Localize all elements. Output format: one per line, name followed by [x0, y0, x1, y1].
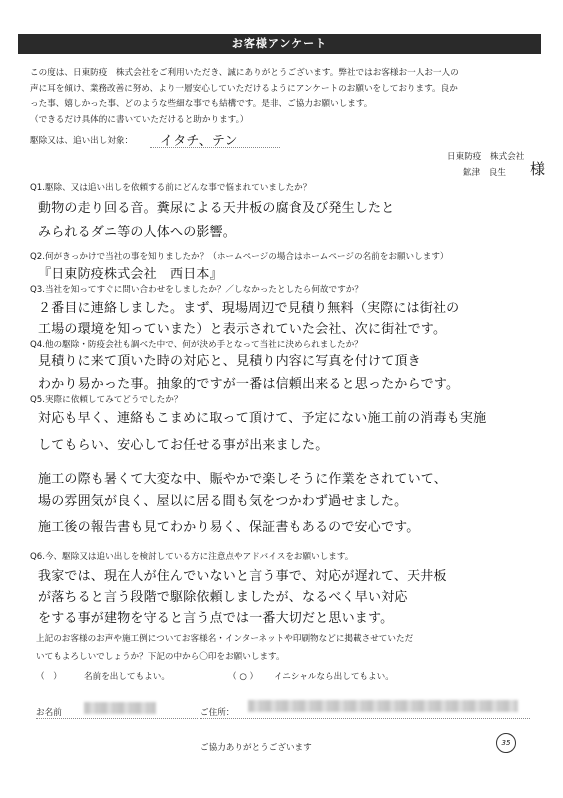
consent-text-line2: いてもよろしいでしょうか？下記の中から〇印をお願いします。 [36, 652, 285, 662]
question-q5: Q5.実際に依頼してみてどうでしたか？ [30, 395, 183, 405]
target-underline [150, 147, 280, 148]
address-label: ご住所： [200, 708, 235, 718]
consent-option-name-label: 名前を出してもよい。 [84, 672, 170, 682]
consent-text-line1: 上記のお客様のお声や施工例についてお客様名・インターネットや印刷物などに掲載させていただ [36, 634, 414, 644]
answer-q5-line4: 場の雰囲気が良く、屋以に居る間も気をつかわず過せました。 [38, 494, 408, 509]
answer-q6-line1: 我家では、現在人が住んでいないと言う事で、対応が遅れて、天井板 [38, 569, 447, 584]
redacted-address [248, 700, 518, 712]
answer-q5-line2: してもらい、安心してお任せる事が出来ました。 [38, 438, 329, 453]
answer-q5-line3: 施工の際も暑くて大変な中、賑やかで楽しそうに作業をされていて、 [38, 472, 447, 487]
consent-option-name-mark[interactable]: （ ） [36, 672, 62, 682]
answer-q6-line2: が落ちると言う段階で駆除依頼しましたが、なるべく早い対応 [38, 590, 408, 605]
answer-q6-line3: をする事が建物を守ると言う点では一番大切だと思います。 [38, 611, 394, 626]
name-label: お名前 [36, 708, 62, 718]
question-q3: Q3.当社を知ってすぐに問い合わせをしましたか？／しなかったとしたら何故ですか？ [30, 285, 363, 295]
answer-q4-line1: 見積りに来て頂いた時の対応と、見積り内容に写真を付けて頂き [38, 354, 421, 369]
answer-q3-line2: 工場の環境を知っていまた）と表示されていた会社、次に街社です。 [38, 322, 447, 337]
intro-line: この度は、日東防疫 株式会社をご利用いただき、誠にありがとうございます。弊社ではお客様お一人お一人の [30, 68, 459, 78]
address-underline [200, 718, 530, 719]
intro-line: 声に耳を傾け、業務改善に努め、より一層安心していただけるようにアンケートのお願いをしております。良か [30, 83, 458, 94]
answer-q4-line2: わかり易かった事。抽象的ですが一番は信頼出来ると思ったからです。 [38, 377, 460, 392]
honorific: 様 [530, 160, 546, 178]
staff-name: 鉱津 良生 [463, 168, 506, 178]
page-number: 35 [496, 733, 516, 753]
survey-title: お客様アンケート [231, 37, 328, 50]
consent-option-initial-mark[interactable]: （ ○ ） [228, 672, 259, 682]
intro-text [30, 66, 545, 128]
company-name: 日東防疫 株式会社 [447, 152, 525, 162]
target-label: 駆除又は、追い出し対象： [30, 136, 134, 146]
question-q1: Q1.駆除、又は追い出しを依頼する前にどんな事で悩まれていましたか？ [30, 183, 312, 193]
question-q2: Q2.何がきっかけで当社の事を知りましたか？（ホームページの場合はホームページの名前をお願いします） [30, 252, 449, 262]
target-value: イタチ、テン [160, 134, 238, 149]
question-q6: Q6.今、駆除又は追い出しを検討している方に注意点やアドバイスをお願いします。 [30, 552, 354, 562]
answer-q3-line1: ２番目に連絡しました。まず、現場周辺で見積り無料（実際には街社の [38, 301, 460, 316]
consent-option-initial-label: イニシャルなら出してもよい。 [274, 672, 394, 682]
answer-q1-line2: みられるダニ等の人体への影響。 [38, 225, 237, 240]
intro-line: った事、嬉しかった事、どのような些細な事でも結構です。是非、ご協力お願いします。 [30, 99, 373, 109]
name-underline [36, 718, 198, 719]
answer-q2-line1: 『日東防疫株式会社 西日本』 [38, 267, 223, 282]
question-q4: Q4.他の駆除・防疫会社も調べた中で、何が決め手となって当社に決められましたか？ [30, 340, 363, 350]
answer-q1-line1: 動物の走り回る音。糞尿による天井板の腐食及び発生したと [38, 201, 395, 216]
answer-q5-line1: 対応も早く、連絡もこまめに取って頂けて、予定にない施工前の消毒も実施 [38, 411, 487, 426]
redacted-name [84, 702, 156, 714]
survey-header-bar [18, 34, 541, 54]
intro-line: （できるだけ具体的に書いていただけると助かります。） [30, 114, 249, 125]
thanks-text: ご協力ありがとうございます [200, 743, 312, 753]
answer-q5-line5: 施工後の報告書も見てわかり易く、保証書もあるので安心です。 [38, 520, 420, 535]
